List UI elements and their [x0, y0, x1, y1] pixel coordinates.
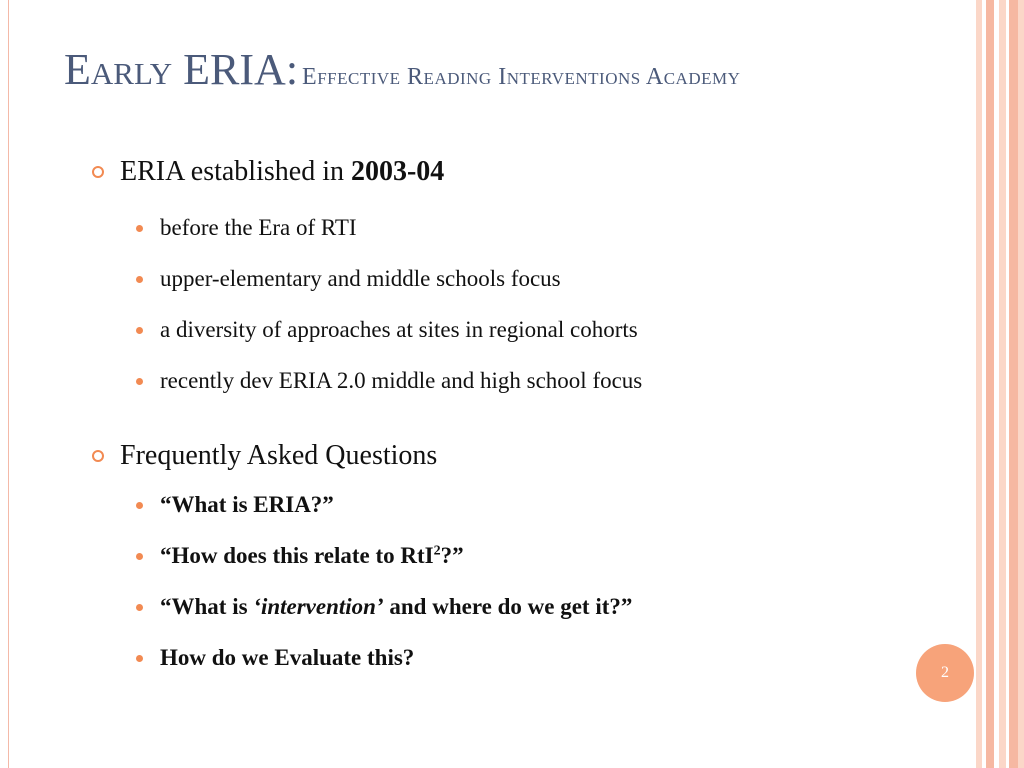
dot-bullet-icon — [136, 276, 143, 283]
sub-bullet — [92, 366, 912, 396]
dot-bullet-icon — [136, 553, 143, 560]
dot-bullet-icon — [136, 655, 143, 662]
sub-bullet-text: a diversity of approaches at sites in regional cohorts — [160, 317, 638, 342]
sub-bullet-text: before the Era of RTI — [160, 215, 357, 240]
title-main: Early ERIA: — [64, 45, 299, 94]
faq-question-text: How do we Evaluate this? — [160, 645, 415, 670]
stripe — [1009, 0, 1018, 768]
faq-heading: Frequently Asked Questions — [120, 440, 438, 471]
stripe — [986, 0, 994, 768]
stripe — [1018, 0, 1024, 768]
faq-question — [92, 643, 912, 673]
page-number-badge — [916, 644, 974, 702]
circle-bullet-icon — [92, 166, 104, 178]
faq-question — [92, 490, 912, 520]
faq-question-text: ?” — [440, 543, 464, 568]
sub-bullet-text: recently dev ERIA 2.0 middle and high school focus — [160, 368, 643, 393]
lead-year: 2003-04 — [350, 156, 445, 187]
bullet-eria-established — [92, 152, 912, 192]
sub-bullet — [92, 315, 912, 345]
faq-question-text: “What is — [160, 594, 254, 619]
slide-content — [92, 152, 912, 673]
slide-title — [64, 44, 964, 95]
faq-question — [92, 541, 912, 571]
sub-bullet — [92, 264, 912, 294]
faq-question-text: and where do we get it?” — [383, 594, 633, 619]
faq-question-text: “What is ERIA?” — [160, 492, 334, 517]
stripe — [999, 0, 1006, 768]
faq-question — [92, 592, 912, 622]
faq-question-text: “How does this relate to RtI — [160, 543, 434, 568]
page-number: 2 — [941, 664, 949, 681]
dot-bullet-icon — [136, 378, 143, 385]
bullet-faq — [92, 436, 912, 476]
dot-bullet-icon — [136, 327, 143, 334]
superscript: 2 — [433, 543, 441, 559]
circle-bullet-icon — [92, 450, 104, 462]
title-subtitle: Effective Reading Interventions Academy — [302, 64, 741, 90]
dot-bullet-icon — [136, 225, 143, 232]
sub-bullet-text: upper-elementary and middle schools focus — [160, 266, 561, 291]
italic-term: ‘intervention’ — [253, 594, 384, 619]
lead-text: ERIA established in — [120, 156, 351, 187]
sub-bullet — [92, 213, 912, 243]
dot-bullet-icon — [136, 604, 143, 611]
left-frame-line — [8, 0, 9, 768]
decorative-stripes — [976, 0, 1024, 768]
dot-bullet-icon — [136, 502, 143, 509]
